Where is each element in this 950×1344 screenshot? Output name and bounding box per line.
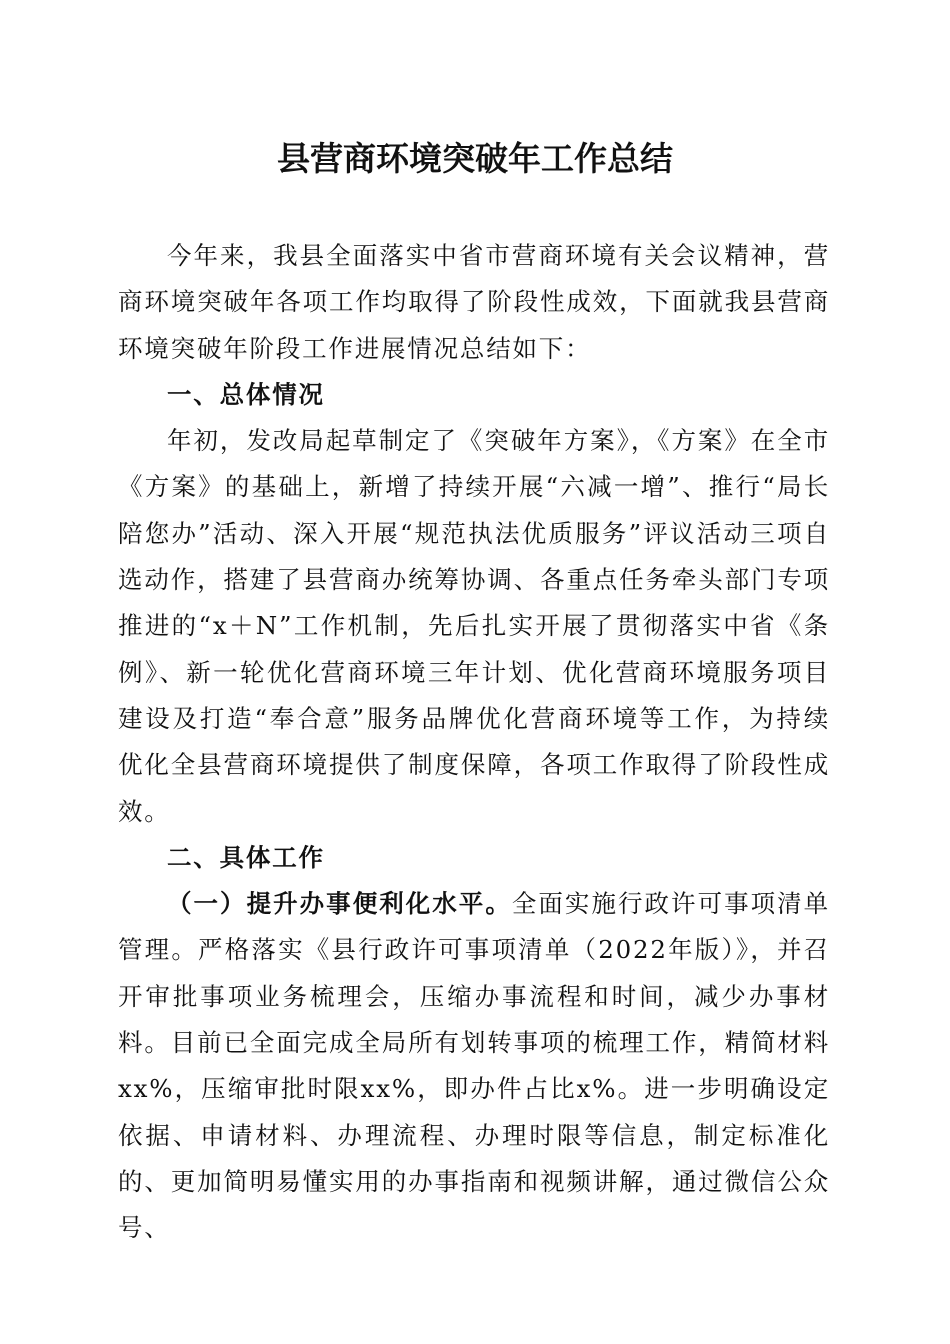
section-heading-specific-work: 二、具体工作 xyxy=(167,842,325,872)
intro-paragraph: 今年来，我县全面落实中省市营商环境有关会议精神，营商环境突破年各项工作均取得了阶段性成效，下面就我县营商环境突破年阶段工作进展情况总结如下： xyxy=(118,241,830,363)
document-body xyxy=(118,233,830,1252)
overall-paragraph: 年初，发改局起草制定了《突破年方案》，《方案》在全市《方案》的基础上，新增了持续开展“六减一增”、推行“局长陪您办”活动、深入开展“规范执法优质服务”评议活动三项自选动作，搭建了县营商办统筹协调、各重点任务牵头部门专项推进的“x＋N”工作机制，先后扎实开展了贯彻落实中省《条例》、新一轮优化营商环境三年计划、优化营商环境服务项目建设及打造“奉合意”服务品牌优化营商环境等工作，为持续优化全县营商环境提供了制度保障，各项工作取得了阶段性成效。 xyxy=(118,426,830,826)
section-heading-overall: 一、总体情况 xyxy=(167,379,325,409)
item-lead-heading: （一）提升办事便利化水平。 xyxy=(167,889,512,919)
specific-work-paragraph xyxy=(118,881,830,1251)
item-body-text: 全面实施行政许可事项清单管理。严格落实《县行政许可事项清单（2022年版）》，并召开审批事项业务梳理会，压缩办事流程和时间，减少办事材料。目前已全面完成全局所有划转事项的梳理工作，精简材料xx%，压缩审批时限xx%，即办件占比x%。进一步明确设定依据、申请材料、办理流程、办理时限等信息，制定标准化的、更加简明易懂实用的办事指南和视频讲解，通过微信公众号、 xyxy=(118,889,830,1243)
document-title: 县营商环境突破年工作总结 xyxy=(277,139,673,178)
